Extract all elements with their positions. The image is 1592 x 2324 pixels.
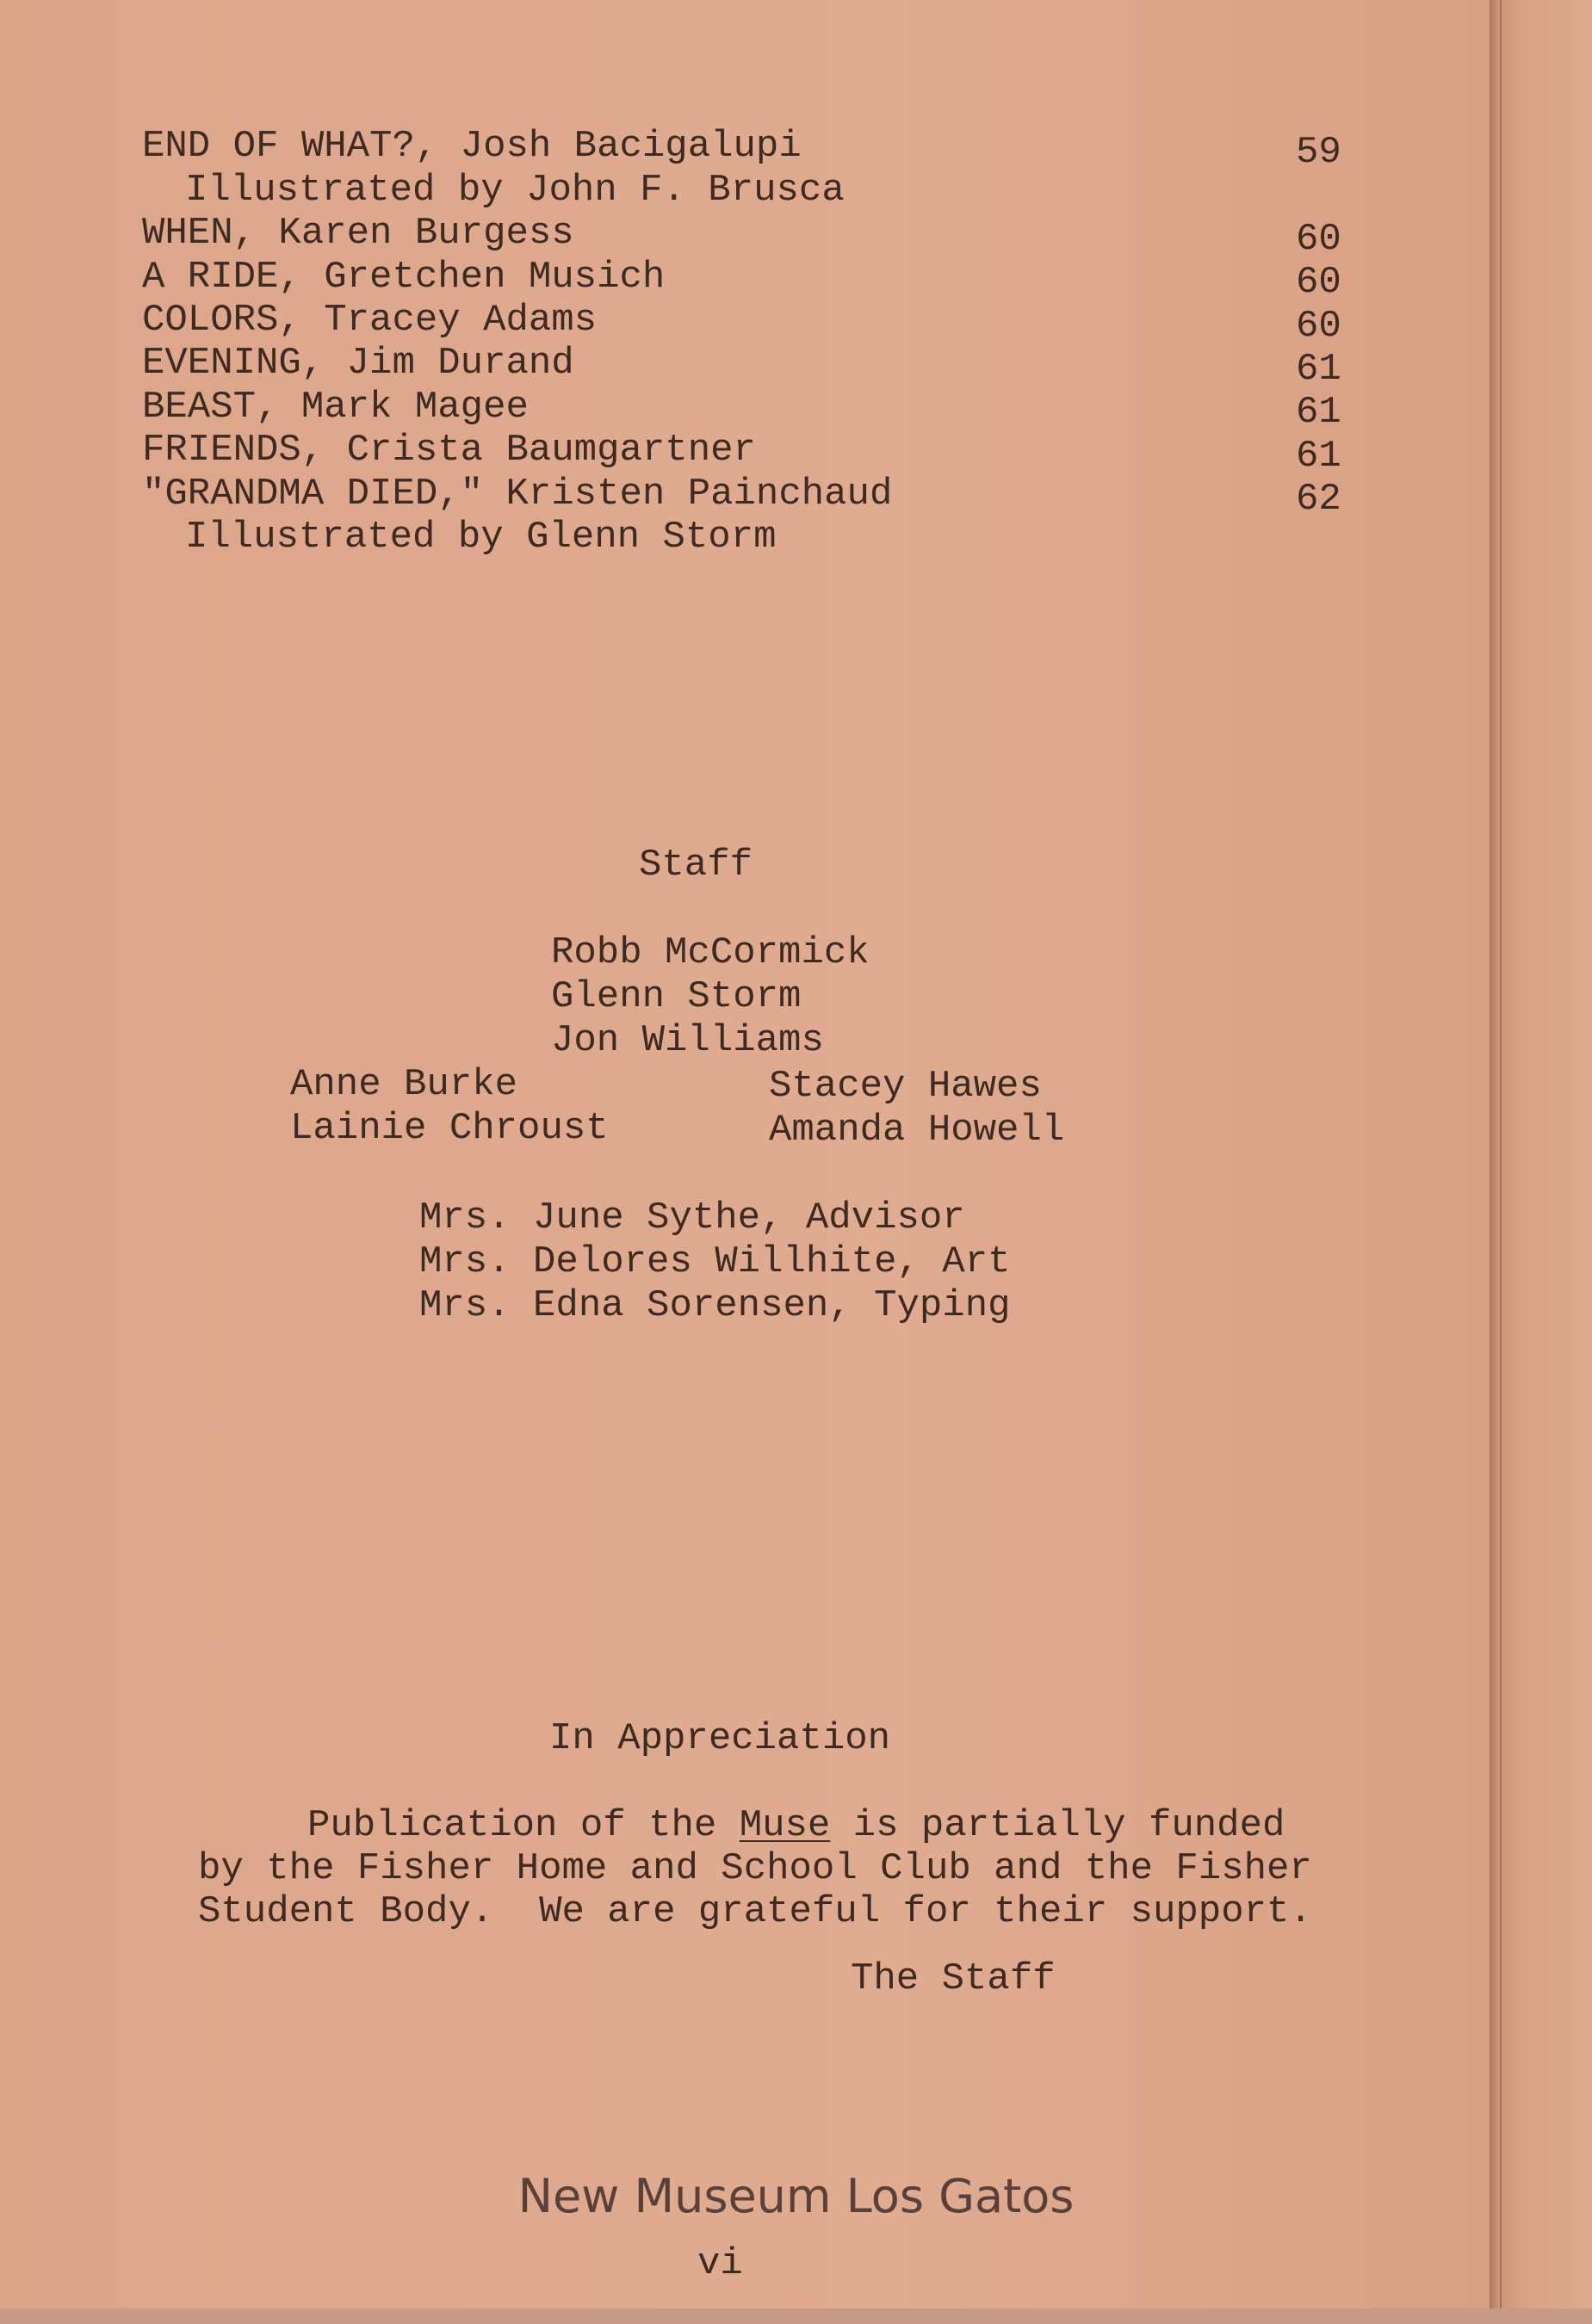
appreciation-signature: The Staff <box>851 1957 1056 2000</box>
appreciation-text: Publication of the <box>307 1804 740 1847</box>
staff-member: Anne Burke <box>290 1063 518 1106</box>
contents-entry-page: 60 <box>1296 261 1341 304</box>
contents-entry-illustrator: Illustrated by John F. Brusca <box>185 169 845 212</box>
staff-advisor: Mrs. Edna Sorensen, Typing <box>419 1284 1011 1327</box>
contents-entry-page: 61 <box>1296 435 1341 478</box>
contents-entry-title: "GRANDMA DIED," Kristen Painchaud <box>142 473 893 516</box>
staff-editor: Glenn Storm <box>551 975 802 1018</box>
staff-member: Stacey Hawes <box>769 1065 1042 1108</box>
contents-entry-illustrator: Illustrated by Glenn Storm <box>185 516 777 559</box>
contents-entry-page: 61 <box>1296 391 1341 434</box>
contents-entry-page: 60 <box>1296 305 1341 348</box>
staff-advisor: Mrs. June Sythe, Advisor <box>419 1196 965 1239</box>
page-binding-edge <box>1490 0 1592 2324</box>
contents-entry-title: END OF WHAT?, Josh Bacigalupi <box>142 125 802 168</box>
contents-entry-title: COLORS, Tracey Adams <box>142 299 598 342</box>
watermark: New Museum Los Gatos <box>517 2169 1075 2223</box>
contents-entry-title: EVENING, Jim Durand <box>142 342 574 385</box>
appreciation-line: by the Fisher Home and School Club and the Fisher <box>198 1847 1312 1890</box>
appreciation-text: is partially funded <box>830 1804 1285 1847</box>
contents-entry-page: 59 <box>1296 131 1341 174</box>
contents-entry-title: WHEN, Karen Burgess <box>142 212 574 255</box>
staff-editor: Jon Williams <box>551 1019 824 1062</box>
contents-entry-title: BEAST, Mark Magee <box>142 386 529 429</box>
contents-entry-page: 62 <box>1296 478 1341 521</box>
contents-entry-page: 61 <box>1296 348 1341 391</box>
appreciation-line: Student Body. We are grateful for their support. <box>198 1890 1312 1933</box>
staff-editor: Robb McCormick <box>551 931 870 974</box>
binding-line <box>1500 0 1502 2324</box>
contents-entry-title: FRIENDS, Crista Baumgartner <box>142 429 756 472</box>
appreciation-heading: In Appreciation <box>549 1717 891 1760</box>
staff-advisor: Mrs. Delores Willhite, Art <box>419 1240 1011 1283</box>
page-number: vi <box>697 2242 743 2285</box>
publication-name: Muse <box>739 1804 831 1847</box>
staff-member: Lainie Chroust <box>290 1107 609 1150</box>
contents-entry-title: A RIDE, Gretchen Musich <box>142 256 666 299</box>
appreciation-line <box>307 1804 1285 1847</box>
staff-member: Amanda Howell <box>769 1109 1065 1152</box>
staff-heading: Staff <box>639 844 753 887</box>
bottom-strip <box>0 2309 1592 2324</box>
contents-entry-page: 60 <box>1296 218 1341 261</box>
